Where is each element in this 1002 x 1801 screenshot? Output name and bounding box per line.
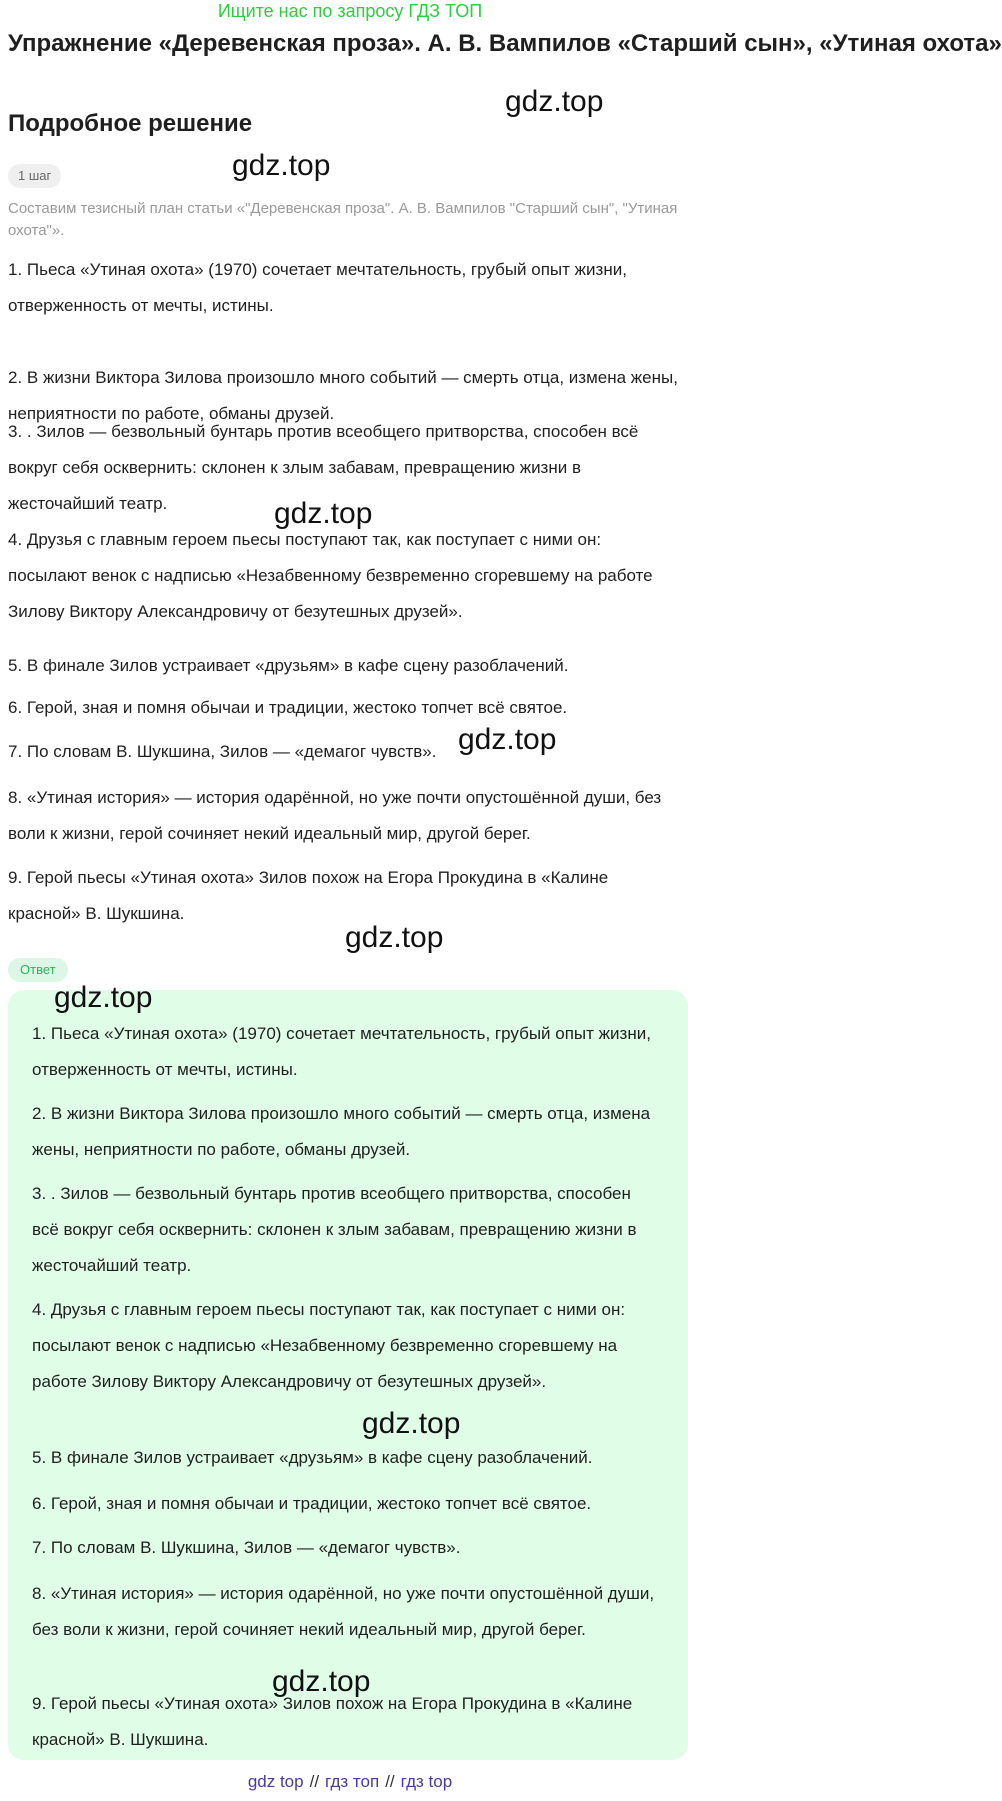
step-badge: 1 шаг [8,164,61,188]
solution-item: 6. Герой, зная и помня обычаи и традиции, жестоко топчет всё святое. [8,698,568,717]
solution-item: 2. В жизни Виктора Зилова произошло много событий — смерть отца, измена жены, неприятности по работе, обманы друзей. [8,368,678,423]
answer-item: 1. Пьеса «Утиная охота» (1970) сочетает мечтательность, грубый опыт жизни, отверженность от мечты, истины. [32,1024,651,1079]
answer-item: 2. В жизни Виктора Зилова произошло много событий — смерть отца, измена жены, неприятности по работе, обманы друзей. [32,1104,651,1159]
watermark: gdz.top [345,921,444,954]
page-title: Упражнение «Деревенская проза». А. В. Вампилов «Старший сын», «Утиная охота» [8,30,1002,57]
footer-link[interactable]: гдз топ [325,1772,380,1791]
footer-links [0,1770,700,1794]
intro-text: Составим тезисный план статьи «"Деревенская проза". А. В. Вампилов "Старший сын", "Утиная охота"». [8,200,678,239]
answer-item: 5. В финале Зилов устраивает «друзьям» в кафе сцену разоблачений. [32,1448,593,1467]
watermark: gdz.top [505,85,604,118]
answer-item: 7. По словам В. Шукшина, Зилов — «демагог чувств». [32,1538,461,1557]
watermark: gdz.top [232,149,331,182]
watermark: gdz.top [274,497,373,530]
solution-item: 9. Герой пьесы «Утиная охота» Зилов похож на Егора Прокудина в «Калине красной» В. Шукшина. [8,868,609,923]
watermark: gdz.top [362,1407,461,1440]
section-title: Подробное решение [8,110,253,137]
watermark: gdz.top [54,981,153,1014]
watermark: gdz.top [272,1665,371,1698]
search-hint-link[interactable]: Ищите нас по запросу ГДЗ ТОП [217,1,483,21]
solution-item: 8. «Утиная история» — история одарённой, но уже почти опустошённой души, без воли к жизни, герой сочиняет некий идеальный мир, другой берег. [8,788,662,843]
watermark: gdz.top [458,723,557,756]
answer-item: 4. Друзья с главным героем пьесы поступают так, как поступает с ними он: посылают венок с надписью «Незабвенному безвременно сгоревшему на работе Зилову Виктору Александровичу от безутешных друзей». [32,1300,626,1391]
footer-link[interactable]: гдз top [400,1772,453,1791]
footer-separator: // [309,1772,320,1791]
solution-item: 4. Друзья с главным героем пьесы поступают так, как поступает с ними он: посылают венок с надписью «Незабвенному безвременно сгоревшему на работе Зилову Виктору Александровичу от безутешных друзей». [8,530,653,621]
solution-item: 5. В финале Зилов устраивает «друзьям» в кафе сцену разоблачений. [8,656,569,675]
answer-item: 6. Герой, зная и помня обычаи и традиции, жестоко топчет всё святое. [32,1494,592,1513]
footer-separator: // [385,1772,395,1791]
solution-item: 1. Пьеса «Утиная охота» (1970) сочетает мечтательность, грубый опыт жизни, отверженность от мечты, истины. [8,260,627,315]
solution-item: 7. По словам В. Шукшина, Зилов — «демагог чувств». [8,742,437,761]
solution-item: 3. . Зилов — безвольный бунтарь против всеобщего притворства, способен всё вокруг себя осквернить: склонен к злым забавам, превращению жизни в жесточайший театр. [8,422,639,513]
answer-badge: Ответ [8,958,68,982]
footer-link[interactable]: gdz top [247,1772,304,1791]
answer-item: 9. Герой пьесы «Утиная охота» Зилов похож на Егора Прокудина в «Калине красной» В. Шукшина. [32,1694,633,1749]
answer-item: 3. . Зилов — безвольный бунтарь против всеобщего притворства, способен всё вокруг себя осквернить: склонен к злым забавам, превращению жизни в жесточайший театр. [32,1184,637,1275]
answer-item: 8. «Утиная история» — история одарённой, но уже почти опустошённой души, без воли к жизни, герой сочиняет некий идеальный мир, другой берег. [32,1584,655,1639]
